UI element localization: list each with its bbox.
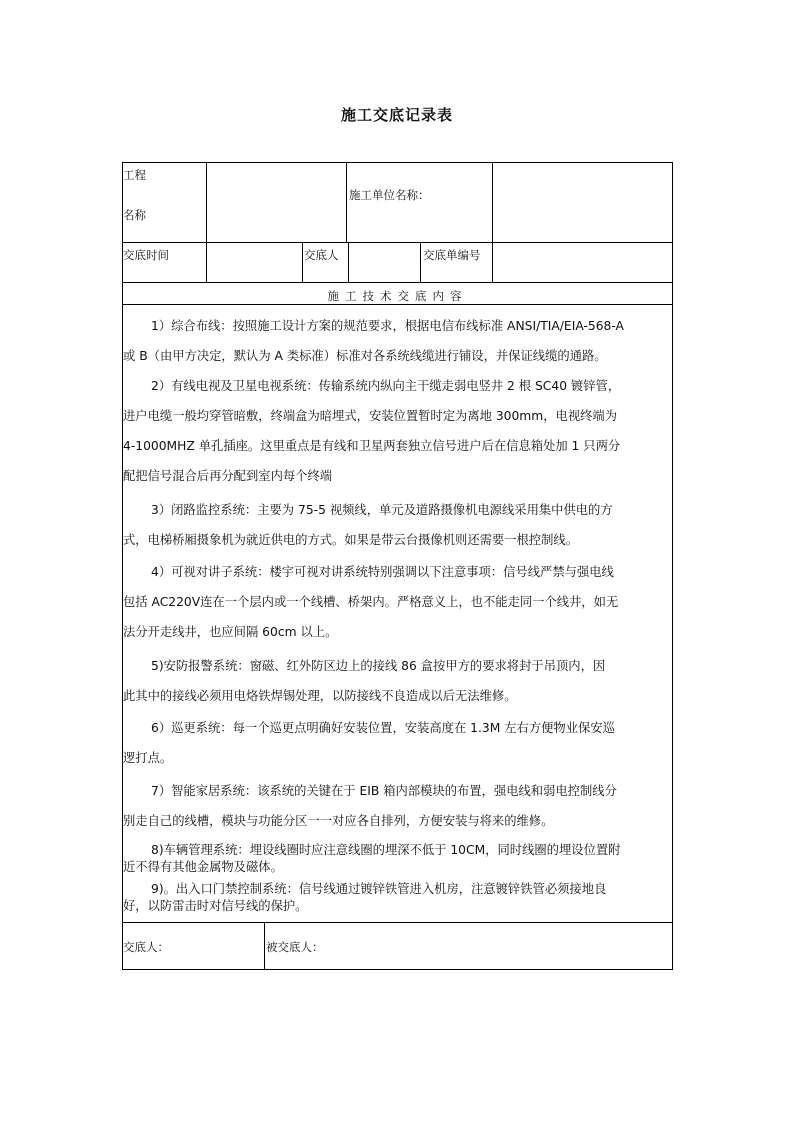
project-name-label-2: 名称 <box>123 208 146 222</box>
col-divider <box>420 242 421 282</box>
paragraph-2 <box>123 371 672 491</box>
col-divider <box>492 162 493 282</box>
paragraph-line: 5)安防报警系统：窗磁、红外防区边上的接线 86 盒按甲方的要求将封于吊顶内，因 <box>151 659 606 673</box>
disclosure-number-label: 交底单编号 <box>423 248 481 262</box>
paragraph-6 <box>123 713 672 773</box>
row-divider <box>122 304 673 305</box>
paragraph-line: 进户电缆一般均穿管暗敷，终端盒为暗埋式，安装位置暂时定为离地 300mm，电视终端为 <box>123 409 618 423</box>
paragraph-line: 3）闭路监控系统：主要为 75-5 视频线，单元及道路摄像机电源线采用集中供电的方 <box>151 503 613 517</box>
paragraph-line: 8)车辆管理系统：埋设线圈时应注意线圈的埋深不低于 10CM，同时线圈的埋设位置附 <box>151 843 621 857</box>
row-divider <box>122 242 673 243</box>
row-divider <box>122 922 673 923</box>
disclosure-time-label: 交底时间 <box>123 248 169 262</box>
footer-receiver-signature[interactable]: 被交底人： <box>266 940 324 954</box>
paragraph-8 <box>123 842 672 876</box>
footer-discloser-signature[interactable]: 交底人： <box>123 940 169 954</box>
col-divider <box>346 162 347 242</box>
col-divider <box>264 922 265 970</box>
paragraph-9 <box>123 881 672 915</box>
paragraph-4 <box>123 557 672 647</box>
col-divider <box>348 242 349 282</box>
paragraph-line: 6）巡更系统：每一个巡更点明确好安装位置，安装高度在 1.3M 左右方便物业保安巡 <box>151 721 615 735</box>
paragraph-line: 近不得有其他金属物及磁体。 <box>123 860 283 874</box>
col-divider <box>206 162 207 282</box>
project-name-label-1: 工程 <box>123 168 146 182</box>
paragraph-3 <box>123 495 672 555</box>
content-section-heading: 施工技术交底内容 <box>327 289 468 303</box>
construction-unit-label: 施工单位名称： <box>349 188 430 202</box>
paragraph-line: 9)。出入口门禁控制系统：信号线通过镀锌铁管进入机房，注意镀锌铁管必须接地良 <box>151 882 607 896</box>
paragraph-line: 逻打点。 <box>123 751 173 765</box>
paragraph-line: 配把信号混合后再分配到室内每个终端 <box>123 469 333 483</box>
paragraph-line: 1）综合布线：按照施工设计方案的规范要求，根据电信布线标准 ANSI/TIA/EIA-568-A <box>151 319 624 333</box>
paragraph-line: 或 B（由甲方决定，默认为 A 类标准）标准对各系统线缆进行铺设，并保证线缆的通路。 <box>123 349 607 363</box>
paragraph-line: 好，以防雷击时对信号线的保护。 <box>123 899 308 913</box>
paragraph-line: 4-1000MHZ 单孔插座。这里重点是有线和卫星两套独立信号进户后在信息箱处加 1 只两分 <box>123 439 621 453</box>
paragraph-1 <box>123 311 672 371</box>
paragraph-line: 包括 AC220V连在一个层内或一个线槽、桥架内。严格意义上，也不能走同一个线井，如无 <box>123 595 619 609</box>
discloser-label: 交底人 <box>304 248 339 262</box>
paragraph-5 <box>123 651 672 711</box>
paragraph-line: 2）有线电视及卫星电视系统：传输系统内纵向主干缆走弱电竖井 2 根 SC40 镀锌管， <box>151 379 621 393</box>
paragraph-7 <box>123 776 672 836</box>
col-divider <box>302 242 303 282</box>
paragraph-line: 别走自己的线槽，模块与功能分区一一对应各自排列，方便安装与将来的维修。 <box>123 814 554 828</box>
paragraph-line: 法分开走线井，也应间隔 60cm 以上。 <box>123 625 338 639</box>
paragraph-line: 此其中的接线必须用电烙铁焊锡处理，以防接线不良造成以后无法维修。 <box>123 689 517 703</box>
paragraph-line: 式，电梯桥厢摄象机为就近供电的方式。如果是带云台摄像机则还需要一根控制线。 <box>123 533 578 547</box>
paragraph-line: 4）可视对讲子系统：楼宇可视对讲系统特别强调以下注意事项：信号线严禁与强电线 <box>151 565 614 579</box>
paragraph-line: 7）智能家居系统：该系统的关键在于 EIB 箱内部模块的布置，强电线和弱电控制线分 <box>151 784 617 798</box>
row-divider <box>122 282 673 283</box>
page-title: 施工交底记录表 <box>340 106 453 124</box>
